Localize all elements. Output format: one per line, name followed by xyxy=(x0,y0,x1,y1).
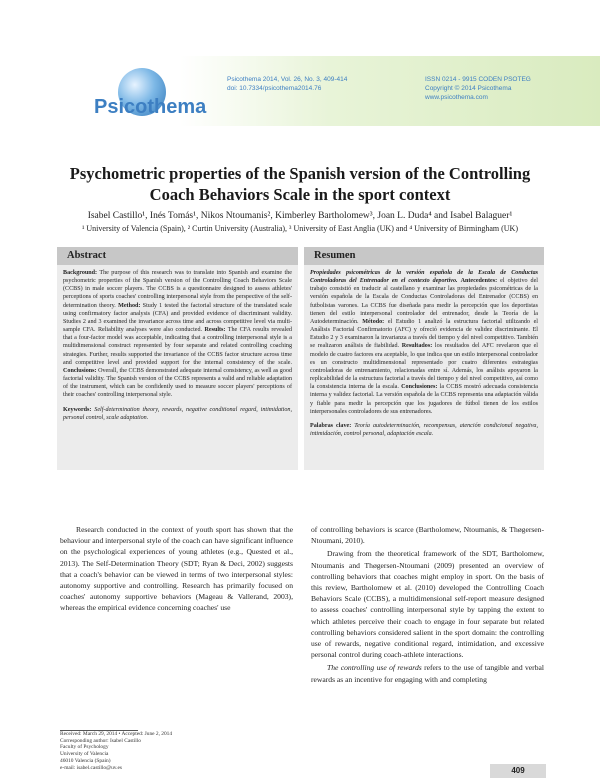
palabras-clave-text: Teoría autodeterminación, recompensas, atención condicional negativa, intimidación, control personal, adaptación escala. xyxy=(310,422,538,437)
page-number: 409 xyxy=(490,764,546,778)
website-line: www.psicothema.com xyxy=(425,94,488,101)
abstract-english xyxy=(57,247,298,470)
keywords-text: Self-determination theory, rewards, negative conditional regard, intimidation, personal control, scale adaptation. xyxy=(63,406,292,421)
antecedentes-label: Antecedentes: xyxy=(460,278,498,285)
resultados-text: los resultados del AFC revelaron que el modelo de cuatro factores era aceptable, lo que indica que un estilo interpersonal controlador es un constructo multidimensional representado por cuatro diferentes estrategias controladoras de entrenamiento, relacionadas entre sí. Además, los análisis apoyaron la replicabilidad de la estructura factorial a través del tiempo y del nivel competitivo, así como la consistencia interna de la escala. xyxy=(310,343,538,391)
abstract-body xyxy=(57,265,298,470)
abstract-heading: Abstract xyxy=(57,247,298,265)
keywords-label: Keywords: xyxy=(63,406,92,413)
keywords xyxy=(63,406,292,422)
palabras-clave-label: Palabras clave: xyxy=(310,422,352,429)
conclusions-label: Conclusions: xyxy=(63,367,97,374)
journal-citation xyxy=(227,75,377,93)
body-right-column xyxy=(311,524,544,685)
emphasis-text: The controlling use of rewards xyxy=(327,663,422,673)
journal-logo xyxy=(58,60,207,130)
issn-line: ISSN 0214 - 9915 CODEN PSOTEG xyxy=(425,76,531,83)
received-line: Received: March 29, 2014 • Accepted: June 2, 2014 xyxy=(60,731,173,737)
email-line: e-mail: isabel.castillo@uv.es xyxy=(60,764,122,771)
method-label: Method: xyxy=(118,302,141,309)
conclusiones-text: la CCBS mostró adecuada consistencia interna y validez factorial. La versión española de la CCBS representa una adaptación válida y fiable para medir la percepción que los jugadores de fútbol tienen de los estilos interpersonales controladores de sus entrenadores. xyxy=(310,384,538,415)
palabras-clave xyxy=(310,422,538,438)
body-paragraph: Drawing from the theoretical framework of the SDT, Bartholomew, Ntoumanis and Thøgersen-Ntoumani (2009) presented an overview of controlling behaviors that coaches might employ in sport. On the basis of this review, Bartholomew et al. (2010) developed the Controlling Coach Behaviors Scale (CCBS), a multidimensional self-report measure designed to assess coaches' controlling interpersonal style by tapping the extent to which athletes perceive their coach to engage in four separate but related controlling behaviors considered salient in the sport domain: the controlling use of rewards, negative conditional regard, intimidation, and excessive personal control during coach-athlete interactions. xyxy=(311,549,544,660)
conclusiones-label: Conclusiones: xyxy=(401,384,438,391)
body-left-column xyxy=(60,524,293,614)
paragraph-text: refers to the use of tangible and verbal rewards as an incentive for engaging with and completing xyxy=(311,663,544,684)
antecedentes-text: el objetivo del trabajo consistió en traducir al castellano y examinar las propiedades psicométricas de la versión española de la Escala de Conductas Controladoras del Entrenador (CCBS) en futbolistas varones. La CCBS fue diseñada para medir la percepción que los deportistas tienen del estilo interpersonal controlador del entrenador, desde la Teoría de la Autodeterminación. xyxy=(310,278,539,325)
background-label: Background: xyxy=(63,270,98,276)
article-title: Psychometric properties of the Spanish version of the Controlling Coach Behaviors Scale in the sport context xyxy=(69,164,531,204)
body-paragraph xyxy=(311,662,544,684)
abstract-spanish xyxy=(304,247,544,470)
faculty-line: Faculty of Psychology xyxy=(60,744,109,751)
body-paragraph: of controlling behaviors is scarce (Bartholomew, Ntoumanis, & Thøgersen-Ntoumani, 2010). xyxy=(311,525,544,546)
metodo-label: Método: xyxy=(362,318,385,325)
issn-block xyxy=(425,75,545,102)
results-text: The CFA results revealed that a four-factor model was acceptable, indicating that a controlling interpersonal style is a multidimensional construct represented by four separate and related controlling coaching strategies. Further, results supported the invariance of the CCBS factor structure across time and competitive level and provided support for the internal consistency of the scale. xyxy=(63,327,292,366)
spanish-title: Propiedades psicométricas de la versión española de la Escala de Conductas Controladoras del Entrenador en el contexto deportivo. xyxy=(310,270,538,285)
resultados-label: Resultados: xyxy=(401,343,433,350)
corresponding-line: Corresponding author: Isabel Castillo xyxy=(60,737,141,744)
background-text: The purpose of this research was to translate into Spanish and examine the psychometric properties of the Spanish version of the Controlling Coach Behaviors Scale (CCBS) in male soccer players. The CCBS is a questionnaire designed to assess athletes' perceptions of sports coaches' controlling interpersonal style from the perspective of the self-determination theory. xyxy=(63,270,292,309)
results-label: Results: xyxy=(204,327,226,334)
logo-text: Psicothema xyxy=(94,96,207,118)
footnote xyxy=(60,731,260,771)
copyright-line: Copyright © 2014 Psicothema xyxy=(425,85,512,92)
method-text: Study 1 tested the factorial structure of the translated scale using confirmatory factor analysis (CFA) and provided evidence of discriminant validity. Studies 2 and 3 examined the invariance across time and across competitive level via multi-sample CFA. Reliability analyses were also conducted. xyxy=(63,302,292,334)
address-line: 46010 Valencia (Spain) xyxy=(60,757,111,764)
resumen-heading: Resumen xyxy=(304,247,544,265)
university-line: University of Valencia xyxy=(60,751,109,758)
resumen-body xyxy=(304,265,544,470)
journal-line: Psicothema 2014, Vol. 26, No. 3, 409-414 xyxy=(227,76,348,83)
metodo-text: el Estudio 1 analizó la estructura factorial utilizando el Análisis Factorial Confirmatorio (AFC) y ofreció evidencia de validez discriminante. El Estudio 2 y 3 examinaron la invarianza a través del tiempo y del nivel competitivo. También se realizaron análisis de fiabilidad. xyxy=(310,318,539,350)
doi-line: doi: 10.7334/psicothema2014.76 xyxy=(227,85,322,92)
conclusions-text: Overall, the CCBS demonstrated adequate internal consistency, as well as good factorial validity. The Spanish version of the CCBS represents a valid and reliable adaptation of the instrument, which can be confidently used to measure soccer players' perceptions of their coaches' controlling interpersonal style. xyxy=(63,367,292,399)
author-list: Isabel Castillo¹, Inés Tomás¹, Nikos Ntoumanis², Kimberley Bartholomew³, Joan L. Duda⁴ and Isabel Balaguer¹ xyxy=(87,211,513,221)
affiliations: ¹ University of Valencia (Spain), ² Curtin University (Australia), ³ University of East Anglia (UK) and ⁴ University of Birmingham (UK) xyxy=(82,224,518,233)
body-paragraph: Research conducted in the context of youth sport has shown that the behaviour and interpersonal style of the coach can have significant influence on the psychological experiences of young athletes (e.g., Quested et al., 2013). The Self-Determination Theory (SDT; Ryan & Deci, 2002) suggests that a coach's behavior can be viewed in terms of two interpersonal styles: autonomy supportive and controlling. Research has primarily focused on coaches' autonomy supportive behaviors (Mageau & Vallerand, 2003), whereas the empirical evidence concerning coaches' use xyxy=(60,525,293,613)
